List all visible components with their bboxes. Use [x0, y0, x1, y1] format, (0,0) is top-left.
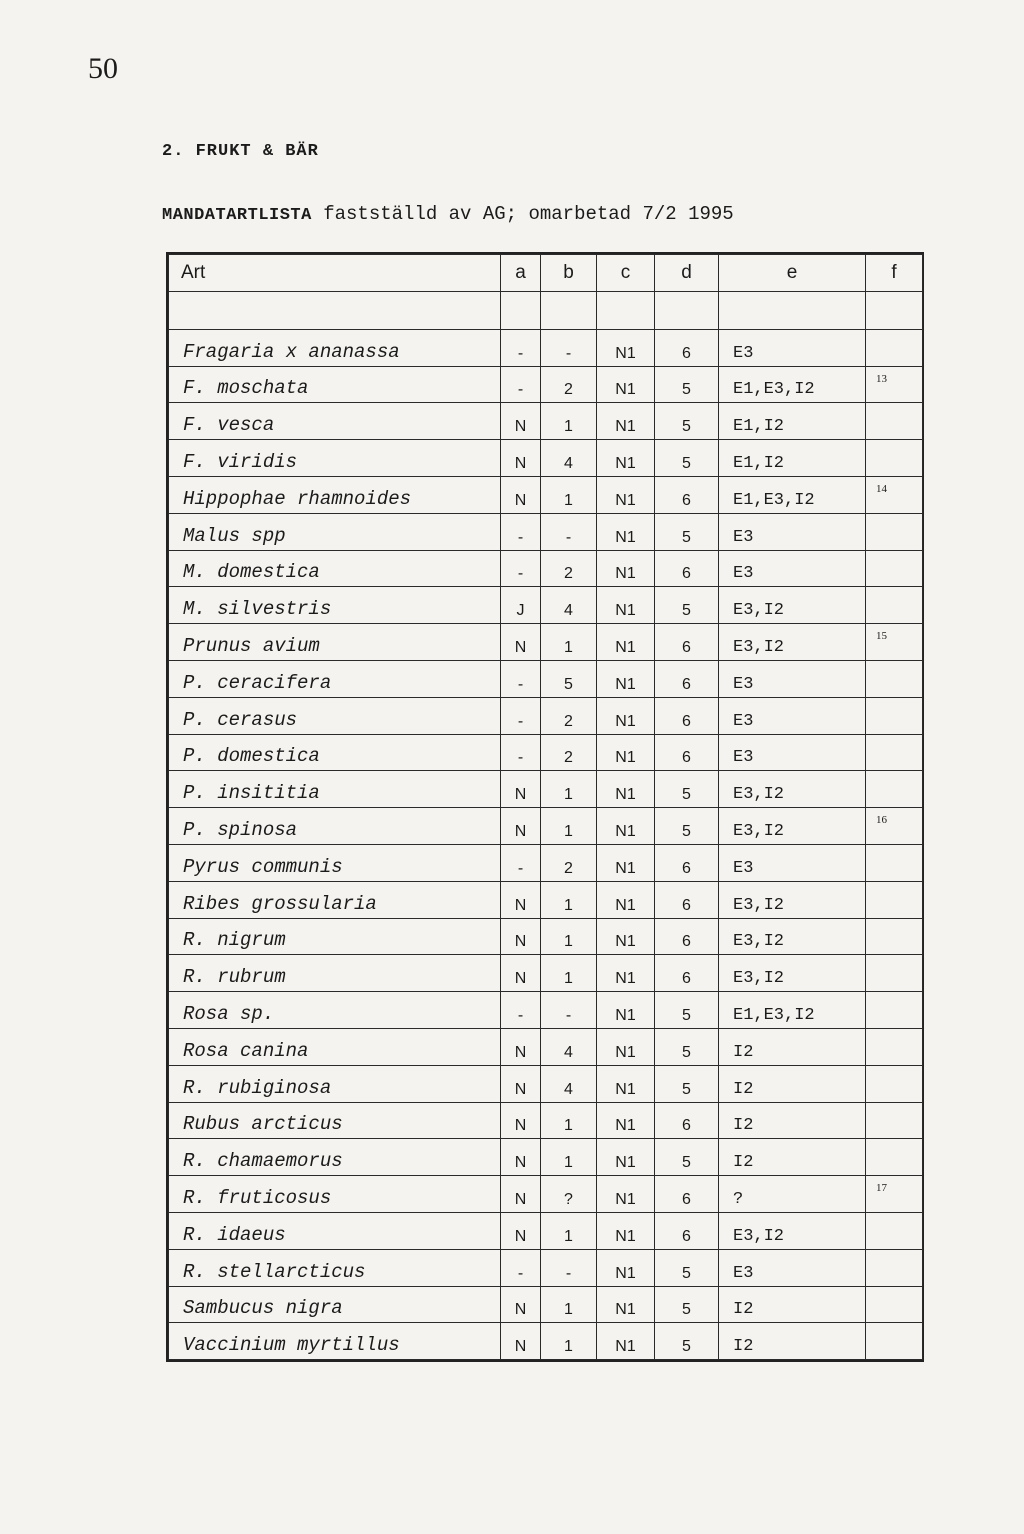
cell-f: 13 [866, 366, 923, 403]
cell-f [866, 329, 923, 366]
table-row [169, 992, 923, 1029]
cell-f [866, 844, 923, 881]
cell-art: Rosa canina [169, 1028, 501, 1065]
table-body [169, 291, 923, 1359]
cell-e: E1,I2 [719, 403, 866, 440]
cell-f [866, 403, 923, 440]
cell-b: 1 [541, 624, 597, 661]
cell-d: 5 [655, 513, 719, 550]
cell-a: N [501, 1323, 541, 1360]
table-row [169, 881, 923, 918]
cell-art: Sambucus nigra [169, 1286, 501, 1323]
species-table [168, 254, 923, 1360]
cell-a: N [501, 881, 541, 918]
cell-e: E3 [719, 1249, 866, 1286]
cell-a: - [501, 329, 541, 366]
cell-d: 5 [655, 1065, 719, 1102]
blank-cell [501, 291, 541, 329]
cell-art: Hippophae rhamnoides [169, 476, 501, 513]
cell-b: 4 [541, 1028, 597, 1065]
cell-art: Pyrus communis [169, 844, 501, 881]
table-row [169, 550, 923, 587]
cell-b: 1 [541, 881, 597, 918]
cell-c: N1 [597, 660, 655, 697]
cell-b: ? [541, 1176, 597, 1213]
cell-b: 4 [541, 587, 597, 624]
cell-d: 5 [655, 1028, 719, 1065]
cell-c: N1 [597, 808, 655, 845]
cell-art: P. cerasus [169, 697, 501, 734]
header-f: f [866, 255, 923, 292]
cell-f: 16 [866, 808, 923, 845]
cell-d: 5 [655, 992, 719, 1029]
cell-art: P. domestica [169, 734, 501, 771]
cell-art: R. nigrum [169, 918, 501, 955]
cell-c: N1 [597, 1323, 655, 1360]
cell-b: 2 [541, 844, 597, 881]
cell-e: I2 [719, 1028, 866, 1065]
table-row [169, 918, 923, 955]
cell-a: N [501, 1286, 541, 1323]
cell-b: 4 [541, 1065, 597, 1102]
document-title [162, 203, 734, 225]
cell-e: I2 [719, 1139, 866, 1176]
cell-e: E3,I2 [719, 771, 866, 808]
cell-e: E3,I2 [719, 955, 866, 992]
cell-a: - [501, 844, 541, 881]
blank-cell [866, 291, 923, 329]
cell-a: N [501, 1028, 541, 1065]
cell-f [866, 1249, 923, 1286]
cell-c: N1 [597, 1139, 655, 1176]
cell-d: 6 [655, 955, 719, 992]
cell-b: 1 [541, 1323, 597, 1360]
cell-f [866, 1286, 923, 1323]
table-row [169, 1286, 923, 1323]
cell-c: N1 [597, 513, 655, 550]
table-row [169, 1323, 923, 1360]
cell-e: E3,I2 [719, 918, 866, 955]
cell-art: F. moschata [169, 366, 501, 403]
cell-art: R. fruticosus [169, 1176, 501, 1213]
blank-cell [655, 291, 719, 329]
cell-d: 6 [655, 918, 719, 955]
table-row [169, 1249, 923, 1286]
cell-c: N1 [597, 955, 655, 992]
cell-b: 1 [541, 1102, 597, 1139]
cell-art: R. rubrum [169, 955, 501, 992]
cell-b: 1 [541, 1286, 597, 1323]
cell-a: J [501, 587, 541, 624]
cell-d: 6 [655, 1212, 719, 1249]
cell-f [866, 1212, 923, 1249]
cell-c: N1 [597, 624, 655, 661]
cell-e: E1,E3,I2 [719, 992, 866, 1029]
cell-a: N [501, 1139, 541, 1176]
cell-f [866, 660, 923, 697]
cell-c: N1 [597, 734, 655, 771]
cell-c: N1 [597, 550, 655, 587]
table-row [169, 1212, 923, 1249]
cell-f [866, 771, 923, 808]
blank-cell [597, 291, 655, 329]
cell-f [866, 697, 923, 734]
table-row [169, 1139, 923, 1176]
page-number: 50 [88, 52, 118, 85]
cell-d: 5 [655, 403, 719, 440]
cell-e: I2 [719, 1323, 866, 1360]
cell-art: F. viridis [169, 440, 501, 477]
cell-b: - [541, 992, 597, 1029]
cell-f [866, 955, 923, 992]
cell-a: - [501, 513, 541, 550]
cell-e: E3,I2 [719, 1212, 866, 1249]
table-row [169, 329, 923, 366]
cell-c: N1 [597, 1249, 655, 1286]
cell-c: N1 [597, 587, 655, 624]
cell-a: N [501, 476, 541, 513]
cell-e: E3,I2 [719, 587, 866, 624]
document-title-bold: MANDATARTLISTA [162, 206, 312, 225]
cell-b: 2 [541, 697, 597, 734]
cell-art: M. domestica [169, 550, 501, 587]
cell-c: N1 [597, 403, 655, 440]
cell-a: - [501, 734, 541, 771]
cell-a: - [501, 366, 541, 403]
cell-art: Ribes grossularia [169, 881, 501, 918]
table-row [169, 1176, 923, 1213]
cell-f [866, 734, 923, 771]
cell-e: E1,E3,I2 [719, 366, 866, 403]
cell-c: N1 [597, 329, 655, 366]
cell-a: - [501, 1249, 541, 1286]
cell-e: E1,I2 [719, 440, 866, 477]
cell-art: P. spinosa [169, 808, 501, 845]
cell-d: 5 [655, 1249, 719, 1286]
cell-a: N [501, 1176, 541, 1213]
cell-c: N1 [597, 1102, 655, 1139]
cell-b: 4 [541, 440, 597, 477]
table-header-row [169, 255, 923, 292]
cell-b: - [541, 329, 597, 366]
cell-b: 1 [541, 1212, 597, 1249]
cell-f: 15 [866, 624, 923, 661]
cell-art: M. silvestris [169, 587, 501, 624]
table-row [169, 1065, 923, 1102]
table-row [169, 1028, 923, 1065]
table-row [169, 403, 923, 440]
cell-e: I2 [719, 1065, 866, 1102]
cell-c: N1 [597, 771, 655, 808]
cell-f [866, 1028, 923, 1065]
cell-f: 17 [866, 1176, 923, 1213]
blank-row [169, 291, 923, 329]
cell-art: F. vesca [169, 403, 501, 440]
cell-c: N1 [597, 476, 655, 513]
cell-f [866, 992, 923, 1029]
cell-a: - [501, 697, 541, 734]
cell-art: Fragaria x ananassa [169, 329, 501, 366]
cell-d: 5 [655, 771, 719, 808]
cell-f [866, 1323, 923, 1360]
cell-a: N [501, 771, 541, 808]
cell-e: E3 [719, 844, 866, 881]
blank-cell [541, 291, 597, 329]
cell-b: 2 [541, 734, 597, 771]
table-row [169, 513, 923, 550]
cell-a: N [501, 918, 541, 955]
cell-a: N [501, 403, 541, 440]
cell-d: 6 [655, 550, 719, 587]
cell-a: N [501, 624, 541, 661]
section-title: 2. FRUKT & BÄR [162, 142, 319, 161]
cell-b: 1 [541, 476, 597, 513]
cell-e: E3,I2 [719, 624, 866, 661]
cell-e: E3 [719, 734, 866, 771]
cell-art: Rubus arcticus [169, 1102, 501, 1139]
cell-d: 6 [655, 476, 719, 513]
cell-b: 2 [541, 366, 597, 403]
cell-f [866, 881, 923, 918]
cell-d: 5 [655, 1323, 719, 1360]
cell-f [866, 1065, 923, 1102]
document-title-rest: fastställd av AG; omarbetad 7/2 1995 [311, 203, 734, 225]
cell-c: N1 [597, 1065, 655, 1102]
cell-b: 1 [541, 403, 597, 440]
cell-f [866, 918, 923, 955]
cell-b: 1 [541, 1139, 597, 1176]
cell-c: N1 [597, 1176, 655, 1213]
blank-cell [719, 291, 866, 329]
cell-b: - [541, 1249, 597, 1286]
cell-e: E1,E3,I2 [719, 476, 866, 513]
cell-e: I2 [719, 1286, 866, 1323]
cell-f: 14 [866, 476, 923, 513]
species-table-frame [166, 252, 924, 1362]
header-art: Art [169, 255, 501, 292]
table-row [169, 476, 923, 513]
cell-d: 6 [655, 624, 719, 661]
cell-c: N1 [597, 881, 655, 918]
cell-a: - [501, 660, 541, 697]
cell-art: Malus spp [169, 513, 501, 550]
table-row [169, 697, 923, 734]
table-row [169, 660, 923, 697]
cell-e: E3 [719, 697, 866, 734]
cell-a: N [501, 955, 541, 992]
cell-a: N [501, 808, 541, 845]
cell-e: ? [719, 1176, 866, 1213]
cell-e: E3 [719, 513, 866, 550]
table-row [169, 440, 923, 477]
cell-d: 5 [655, 587, 719, 624]
cell-a: N [501, 440, 541, 477]
cell-a: - [501, 550, 541, 587]
cell-b: 1 [541, 771, 597, 808]
cell-c: N1 [597, 1028, 655, 1065]
cell-b: 2 [541, 550, 597, 587]
cell-d: 5 [655, 808, 719, 845]
cell-a: - [501, 992, 541, 1029]
cell-c: N1 [597, 1212, 655, 1249]
cell-f [866, 513, 923, 550]
cell-b: - [541, 513, 597, 550]
cell-e: E3,I2 [719, 808, 866, 845]
cell-art: R. chamaemorus [169, 1139, 501, 1176]
cell-d: 6 [655, 734, 719, 771]
cell-d: 6 [655, 1176, 719, 1213]
blank-cell [169, 291, 501, 329]
table-row [169, 1102, 923, 1139]
table-row [169, 808, 923, 845]
cell-d: 6 [655, 697, 719, 734]
cell-c: N1 [597, 992, 655, 1029]
cell-art: R. idaeus [169, 1212, 501, 1249]
cell-d: 6 [655, 329, 719, 366]
cell-art: P. ceracifera [169, 660, 501, 697]
cell-art: Rosa sp. [169, 992, 501, 1029]
cell-b: 1 [541, 808, 597, 845]
cell-art: R. rubiginosa [169, 1065, 501, 1102]
header-b: b [541, 255, 597, 292]
table-row [169, 771, 923, 808]
cell-f [866, 1102, 923, 1139]
table-row [169, 366, 923, 403]
cell-e: E3 [719, 329, 866, 366]
cell-art: Prunus avium [169, 624, 501, 661]
cell-e: E3 [719, 550, 866, 587]
cell-a: N [501, 1212, 541, 1249]
cell-f [866, 1139, 923, 1176]
cell-a: N [501, 1102, 541, 1139]
header-e: e [719, 255, 866, 292]
header-a: a [501, 255, 541, 292]
cell-c: N1 [597, 844, 655, 881]
cell-c: N1 [597, 440, 655, 477]
table-row [169, 844, 923, 881]
cell-f [866, 587, 923, 624]
header-c: c [597, 255, 655, 292]
cell-d: 6 [655, 881, 719, 918]
cell-a: N [501, 1065, 541, 1102]
header-d: d [655, 255, 719, 292]
cell-art: P. insititia [169, 771, 501, 808]
cell-c: N1 [597, 918, 655, 955]
cell-b: 1 [541, 918, 597, 955]
cell-f [866, 440, 923, 477]
table-row [169, 955, 923, 992]
cell-d: 6 [655, 660, 719, 697]
table-row [169, 734, 923, 771]
cell-art: Vaccinium myrtillus [169, 1323, 501, 1360]
cell-b: 5 [541, 660, 597, 697]
cell-c: N1 [597, 697, 655, 734]
cell-d: 6 [655, 1102, 719, 1139]
cell-f [866, 550, 923, 587]
cell-e: E3 [719, 660, 866, 697]
cell-d: 5 [655, 1139, 719, 1176]
cell-c: N1 [597, 366, 655, 403]
cell-d: 5 [655, 1286, 719, 1323]
cell-d: 5 [655, 366, 719, 403]
cell-d: 6 [655, 844, 719, 881]
cell-b: 1 [541, 955, 597, 992]
cell-c: N1 [597, 1286, 655, 1323]
table-row [169, 624, 923, 661]
table-row [169, 587, 923, 624]
cell-art: R. stellarcticus [169, 1249, 501, 1286]
cell-e: E3,I2 [719, 881, 866, 918]
cell-e: I2 [719, 1102, 866, 1139]
cell-d: 5 [655, 440, 719, 477]
